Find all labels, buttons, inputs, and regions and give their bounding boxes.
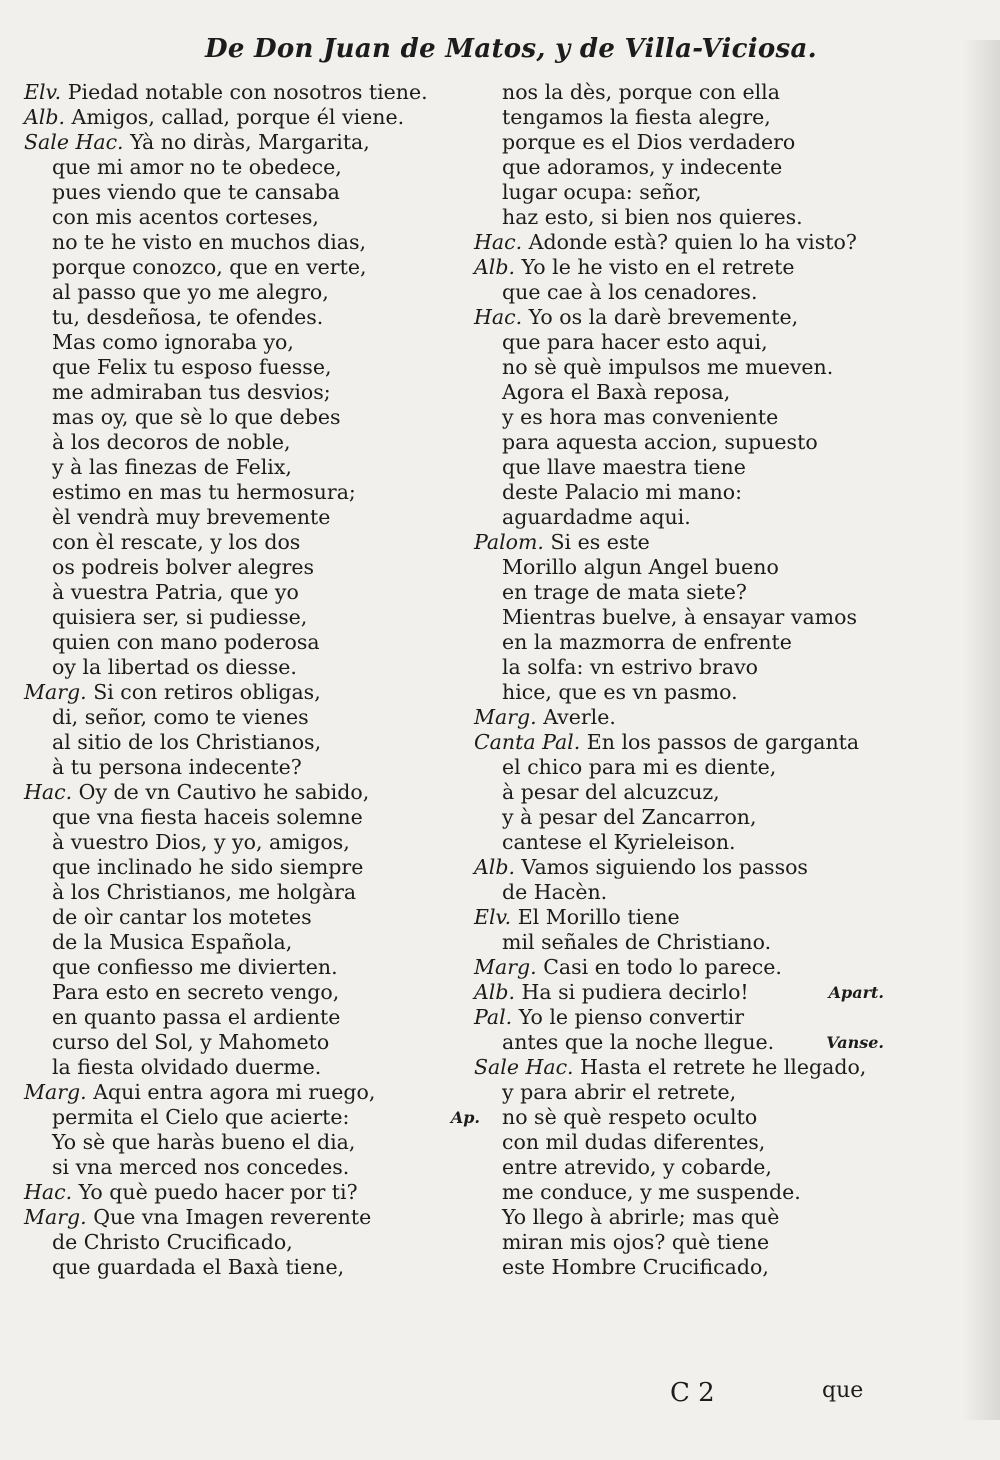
verse-line [474,630,884,655]
verse-text: al sitio de los Christianos, [52,730,322,754]
verse-text: deste Palacio mi mano: [502,480,743,504]
verse-line [474,830,884,855]
verse-line [474,1255,884,1280]
verse-text: en quanto passa el ardiente [52,1005,341,1029]
verse-line [474,1205,884,1230]
verse-line [24,905,480,930]
verse-text: lugar ocupa: señor, [502,180,702,204]
catchword: que [822,1378,864,1403]
speaker-label: Marg. [24,680,87,704]
verse-text: os podreis bolver alegres [52,555,315,579]
verse-line [474,805,884,830]
verse-line [24,830,480,855]
verse-text: haz esto, si bien nos quieres. [502,205,803,229]
verse-text: porque es el Dios verdadero [502,130,796,154]
verse-line [24,1255,480,1280]
verse-text: tu, desdeñosa, te ofendes. [52,305,324,329]
verse-text: oy la libertad os diesse. [52,655,297,679]
verse-text: el chico para mi es diente, [502,755,777,779]
verse-line [24,805,480,830]
verse-text: à vuestro Dios, y yo, amigos, [52,830,350,854]
verse-line [24,355,480,380]
verse-line [24,530,480,555]
verse-line [24,130,480,155]
speaker-label: Hac. [474,230,523,254]
stage-direction: Apart. [828,983,884,1002]
verse-text: curso del Sol, y Mahometo [52,1030,330,1054]
speaker-label: Hac. [24,780,73,804]
speaker-label: Canta Pal. [474,730,581,754]
verse-text: Yo le pienso convertir [518,1005,745,1029]
verse-line [24,930,480,955]
verse-text: mas oy, que sè lo que debes [52,405,341,429]
verse-text: que para hacer esto aqui, [502,330,768,354]
verse-text: en la mazmorra de enfrente [502,630,792,654]
signature-mark: C 2 [670,1378,715,1408]
speaker-label: Elv. [474,905,512,929]
verse-line [474,255,884,280]
verse-text: tengamos la fiesta alegre, [502,105,771,129]
verse-line [24,230,480,255]
verse-text: de Christo Crucificado, [52,1230,293,1254]
verse-line [24,780,480,805]
verse-text: de oìr cantar los motetes [52,905,312,929]
verse-text: que confiesso me divierten. [52,955,338,979]
verse-text: Yà no diràs, Margarita, [130,130,370,154]
verse-text: Que vna Imagen reverente [93,1205,372,1229]
verse-line [474,1005,884,1030]
verse-text: y à las finezas de Felix, [52,455,292,479]
verse-text: miran mis ojos? què tiene [502,1230,770,1254]
verse-line [474,905,884,930]
verse-line [24,405,480,430]
verse-text: El Morillo tiene [517,905,680,929]
speaker-label: Hac. [474,305,523,329]
verse-line [474,505,884,530]
verse-text: Vamos siguiendo los passos [521,855,808,879]
verse-line [474,205,884,230]
verse-line [474,230,884,255]
verse-line [24,1205,480,1230]
verse-text: Ha si pudiera decirlo! [521,980,749,1004]
verse-text: que inclinado he sido siempre [52,855,364,879]
verse-line [24,1105,480,1130]
verse-text: à vuestra Patria, que yo [52,580,299,604]
verse-text: èl vendrà muy brevemente [52,505,331,529]
verse-text: Si con retiros obligas, [93,680,321,704]
verse-text: Casi en todo lo parece. [543,955,782,979]
speaker-label: Marg. [474,955,537,979]
verse-line [24,855,480,880]
speaker-label: Pal. [474,1005,513,1029]
verse-line [474,130,884,155]
facing-page-bleed [962,40,1000,1420]
verse-line [24,655,480,680]
verse-line [24,80,480,105]
verse-line [24,305,480,330]
verse-line [24,580,480,605]
verse-text: Si es este [550,530,650,554]
verse-text: aguardadme aqui. [502,505,691,529]
verse-line [24,430,480,455]
verse-text: que adoramos, y indecente [502,155,783,179]
verse-text: Agora el Baxà reposa, [502,380,731,404]
verse-text: à los Christianos, me holgàra [52,880,357,904]
verse-line [24,1230,480,1255]
verse-text: permita el Cielo que acierte: [52,1105,350,1129]
verse-line [474,455,884,480]
verse-line [24,505,480,530]
speaker-label: Alb. [24,105,65,129]
speaker-label: Marg. [24,1205,87,1229]
verse-line [474,530,884,555]
speaker-label: Hac. [24,1180,73,1204]
verse-line [474,105,884,130]
verse-line [474,605,884,630]
verse-text: al passo que yo me alegro, [52,280,329,304]
verse-line [474,1130,884,1155]
verse-line [474,1155,884,1180]
verse-line [474,1055,884,1080]
verse-line [24,880,480,905]
verse-text: no sè què impulsos me mueven. [502,355,834,379]
verse-text: la solfa: vn estrivo bravo [502,655,758,679]
verse-line [474,730,884,755]
verse-line [24,555,480,580]
verse-line [474,1230,884,1255]
verse-line [474,680,884,705]
verse-line [474,1105,884,1130]
verse-line [474,780,884,805]
verse-text: Yo llego à abrirle; mas què [502,1205,780,1229]
verse-line [24,380,480,405]
verse-line [24,1080,480,1105]
verse-line [24,1030,480,1055]
verse-text: Aqui entra agora mi ruego, [93,1080,376,1104]
verse-line [474,955,884,980]
verse-line [474,1030,884,1055]
verse-line [24,280,480,305]
verse-line [474,280,884,305]
verse-line [24,1180,480,1205]
verse-line [474,80,884,105]
verse-line [24,105,480,130]
verse-line [24,605,480,630]
verse-text: me conduce, y me suspende. [502,1180,801,1204]
speaker-label: Alb. [474,855,515,879]
verse-line [474,405,884,430]
verse-text: Yo os la darè brevemente, [528,305,799,329]
verse-line [24,1130,480,1155]
verse-line [474,380,884,405]
verse-text: cantese el Kyrieleison. [502,830,736,854]
verse-text: à pesar del alcuzcuz, [502,780,720,804]
verse-text: con mil dudas diferentes, [502,1130,766,1154]
verse-text: no te he visto en muchos dias, [52,230,367,254]
verse-line [24,1155,480,1180]
verse-text: estimo en mas tu hermosura; [52,480,356,504]
verse-text: la fiesta olvidado duerme. [52,1055,322,1079]
verse-line [474,655,884,680]
verse-text: Morillo algun Angel bueno [502,555,779,579]
verse-line [474,1180,884,1205]
speaker-label: Palom. [474,530,544,554]
verse-text: para aquesta accion, supuesto [502,430,818,454]
verse-line [474,855,884,880]
verse-line [474,980,884,1005]
verse-text: à los decoros de noble, [52,430,291,454]
verse-line [474,705,884,730]
verse-text: que mi amor no te obedece, [52,155,342,179]
stage-direction: Ap. [450,1108,480,1127]
verse-text: con èl rescate, y los dos [52,530,301,554]
verse-text: de Hacèn. [502,880,608,904]
right-column [474,80,884,1280]
verse-text: Averle. [543,705,616,729]
verse-line [24,205,480,230]
verse-text: Yo le he visto en el retrete [521,255,795,279]
verse-line [24,680,480,705]
stage-direction: Vanse. [826,1033,884,1052]
verse-text: hice, que es vn pasmo. [502,680,738,704]
verse-line [24,630,480,655]
verse-text: no sè què respeto oculto [502,1105,758,1129]
verse-line [24,330,480,355]
verse-text: que vna fiesta haceis solemne [52,805,363,829]
verse-line [474,480,884,505]
verse-line [24,705,480,730]
verse-line [474,330,884,355]
verse-line [24,730,480,755]
verse-text: à tu persona indecente? [52,755,302,779]
speaker-label: Sale Hac. [24,130,124,154]
verse-text: Yo sè que haràs bueno el dia, [52,1130,356,1154]
verse-text: antes que la noche llegue. [502,1030,775,1054]
verse-line [24,955,480,980]
verse-text: di, señor, como te vienes [52,705,309,729]
verse-text: Yo què puedo hacer por ti? [78,1180,358,1204]
verse-line [24,1055,480,1080]
verse-text: Adonde està? quien lo ha visto? [528,230,857,254]
verse-line [474,355,884,380]
verse-text: me admiraban tus desvios; [52,380,331,404]
verse-line [24,255,480,280]
verse-text: Mientras buelve, à ensayar vamos [502,605,857,629]
verse-text: de la Musica Española, [52,930,293,954]
verse-line [24,980,480,1005]
running-header: De Don Juan de Matos, y de Villa-Viciosa. [205,34,817,64]
verse-line [474,555,884,580]
verse-text: Piedad notable con nosotros tiene. [67,80,428,104]
verse-text: que cae à los cenadores. [502,280,758,304]
verse-line [474,305,884,330]
verse-text: este Hombre Crucificado, [502,1255,769,1279]
speaker-label: Marg. [474,705,537,729]
verse-text: Para esto en secreto vengo, [52,980,340,1004]
speaker-label: Elv. [24,80,62,104]
verse-text: mil señales de Christiano. [502,930,772,954]
verse-text: Mas como ignoraba yo, [52,330,294,354]
speaker-label: Alb. [474,980,515,1004]
verse-text: y es hora mas conveniente [502,405,779,429]
verse-text: quien con mano poderosa [52,630,320,654]
verse-line [24,1005,480,1030]
verse-text: con mis acentos corteses, [52,205,319,229]
verse-text: nos la dès, porque con ella [502,80,780,104]
verse-line [474,180,884,205]
left-column [24,80,480,1280]
verse-text: y à pesar del Zancarron, [502,805,757,829]
verse-text: En los passos de garganta [586,730,860,754]
speaker-label: Alb. [474,255,515,279]
verse-line [24,155,480,180]
verse-line [24,180,480,205]
verse-line [474,155,884,180]
verse-text: pues viendo que te cansaba [52,180,340,204]
verse-line [474,880,884,905]
verse-line [474,580,884,605]
verse-line [474,930,884,955]
verse-text: entre atrevido, y cobarde, [502,1155,772,1179]
verse-text: quisiera ser, si pudiesse, [52,605,308,629]
verse-text: en trage de mata siete? [502,580,747,604]
verse-text: y para abrir el retrete, [502,1080,737,1104]
verse-text: que Felix tu esposo fuesse, [52,355,332,379]
verse-text: que llave maestra tiene [502,455,746,479]
verse-line [474,755,884,780]
verse-line [474,430,884,455]
verse-text: si vna merced nos concedes. [52,1155,350,1179]
verse-line [474,1080,884,1105]
verse-text: porque conozco, que en verte, [52,255,367,279]
verse-line [24,455,480,480]
verse-text: Hasta el retrete he llegado, [580,1055,867,1079]
verse-text: Oy de vn Cautivo he sabido, [78,780,370,804]
verse-text: Amigos, callad, porque él viene. [71,105,405,129]
speaker-label: Marg. [24,1080,87,1104]
verse-line [24,480,480,505]
verse-line [24,755,480,780]
speaker-label: Sale Hac. [474,1055,574,1079]
verse-text: que guardada el Baxà tiene, [52,1255,345,1279]
